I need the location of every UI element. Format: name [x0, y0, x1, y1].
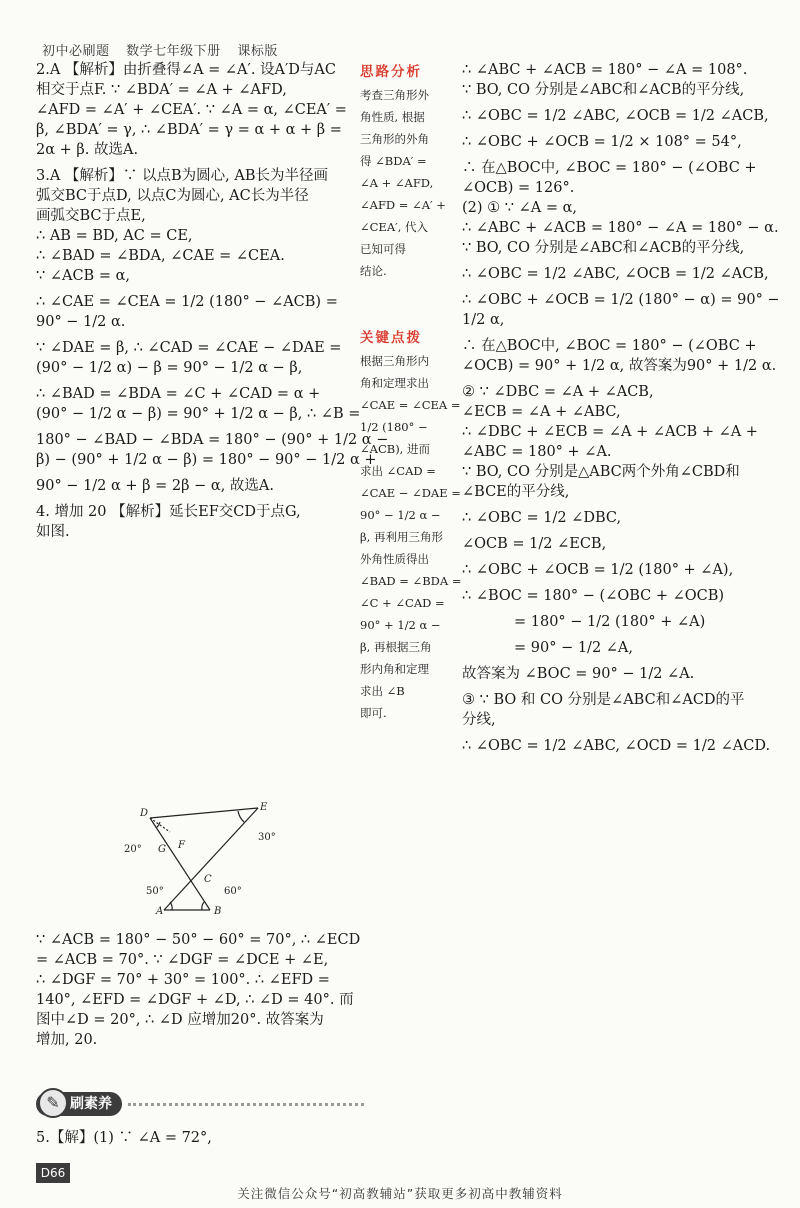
side-line: 求出 ∠B [360, 684, 405, 698]
side-line: 根据三角形内 [360, 354, 429, 368]
line-ea [164, 808, 258, 910]
text-line: ∴ ∠BAD = ∠BDA = ∠C + ∠CAD = α + [36, 386, 321, 402]
angle-a-label: 50° [146, 886, 164, 897]
text-line: (90° − 1/2 α) − β = 90° − 1/2 α − β, [36, 360, 303, 376]
section-banner [36, 1092, 366, 1118]
side-notes [360, 60, 462, 724]
angle-e-arc [238, 811, 244, 822]
text-line: ∠OCB = 1/2 ∠ECB, [462, 536, 607, 552]
text-line: 1/2 α, [462, 312, 505, 328]
text-line: ∴ ∠OBC = 1/2 ∠ABC, ∠OCB = 1/2 ∠ACB, [462, 266, 769, 282]
text-line: ∠ECB = ∠A + ∠ABC, [462, 404, 621, 420]
label-e: E [260, 802, 268, 813]
side-line: ∠BAD = ∠BDA = [360, 574, 462, 588]
text-line: ∴ ∠OBC + ∠OCB = 1/2 (180° + ∠A), [462, 562, 734, 578]
side-line: 三角形的外角 [360, 132, 429, 146]
side-line: ∠ACB), 进而 [360, 442, 430, 456]
text-line: 故答案为 ∠BOC = 90° − 1/2 ∠A. [462, 666, 695, 682]
side-title-analysis: 思路分析 [360, 64, 422, 80]
side-line: 形内角和定理 [360, 662, 429, 676]
angle-d-label: 20° [124, 844, 142, 855]
text-line: = ∠ACB = 70°. ∵ ∠DGF = ∠DCE + ∠E, [36, 952, 329, 968]
side-line: ∠AFD = ∠A′ + [360, 198, 446, 212]
text-line: ∵ BO, CO 分别是∠ABC和∠ACB的平分线, [462, 240, 745, 256]
angle-b-label: 60° [224, 886, 242, 897]
side-line: ∠A + ∠AFD, [360, 176, 434, 190]
text-line: ∴ ∠BAD = ∠BDA, ∠CAE = ∠CEA. [36, 248, 285, 264]
text-line: 5.【解】(1) ∵ ∠A = 72°, [36, 1130, 212, 1146]
side-line: ∠CAE − ∠DAE = [360, 486, 461, 500]
text-line: ∴ ∠DBC + ∠ECB = ∠A + ∠ACB + ∠A + [462, 424, 758, 440]
angle-e-label: 30° [258, 832, 276, 843]
subject-title: 数学七年级下册 [126, 44, 221, 59]
text-line: ∴ ∠CAE = ∠CEA = 1/2 (180° − ∠ACB) = [36, 294, 338, 310]
text-line: ∵ ∠ACB = 180° − 50° − 60° = 70°, ∴ ∠ECD [36, 932, 361, 948]
problem-5-start [36, 1128, 366, 1148]
side-line: 已知可得 [360, 242, 406, 256]
text-line: ∴ ∠ABC + ∠ACB = 180° − ∠A = 108°. [462, 62, 748, 78]
text-line: 90° − 1/2 α + β = 2β − α, 故选A. [36, 478, 274, 494]
text-line: ∵ BO, CO 分别是∠ABC和∠ACB的平分线, [462, 82, 745, 98]
text-line: 140°, ∠EFD = ∠DGF + ∠D, ∴ ∠D = 40°. 而 [36, 992, 354, 1008]
label-f: F [178, 840, 185, 851]
text-line: 画弧交BC于点E, [36, 208, 146, 224]
label-d: D [140, 808, 149, 819]
line-de [150, 808, 258, 818]
text-line: ∴ 在△BOC中, ∠BOC = 180° − (∠OBC + [462, 160, 757, 176]
text-line: ∠OCB) = 126°. [462, 180, 575, 196]
banner-pill: 刷素养 [36, 1092, 122, 1116]
side-line: 外角性质得出 [360, 552, 429, 566]
side-line: ∠CEA′, 代入 [360, 220, 429, 234]
text-line: ∴ 在△BOC中, ∠BOC = 180° − (∠OBC + [462, 338, 757, 354]
side-line: 90° − 1/2 α − [360, 508, 441, 522]
right-column [462, 60, 782, 756]
text-line: ∵ BO, CO 分别是△ABC两个外角∠CBD和 [462, 464, 740, 480]
label-a: A [156, 906, 164, 917]
side-line: ∠C + ∠CAD = [360, 596, 445, 610]
text-line: ③ ∵ BO 和 CO 分别是∠ABC和∠ACD的平 [462, 692, 745, 708]
text-line: 2.A 【解析】由折叠得∠A = ∠A′. 设A′D与AC [36, 62, 336, 78]
side-line: 即可. [360, 706, 387, 720]
text-line: ∴ ∠OBC = 1/2 ∠ABC, ∠OCB = 1/2 ∠ACB, [462, 108, 769, 124]
angle-b-arc [202, 902, 204, 910]
side-line: β, 再根据三角 [360, 640, 432, 654]
text-line: 180° − ∠BAD − ∠BDA = 180° − (90° + 1/2 α − [36, 432, 389, 448]
dotted-divider [128, 1103, 364, 1106]
text-line: ∠OCB) = 90° + 1/2 α, 故答案为90° + 1/2 α. [462, 358, 777, 374]
angle-a-arc [170, 902, 172, 910]
text-line: ② ∵ ∠DBC = ∠A + ∠ACB, [462, 384, 654, 400]
text-line: ∴ ∠DGF = 70° + 30° = 100°. ∴ ∠EFD = [36, 972, 330, 988]
text-line: 分线, [462, 712, 496, 728]
text-line: ∠AFD = ∠A′ + ∠CEA′. ∵ ∠A = α, ∠CEA′ = [36, 102, 347, 118]
line-fg [150, 818, 170, 832]
text-line: 相交于点F. ∵ ∠BDA′ = ∠A + ∠AFD, [36, 82, 287, 98]
text-line: 4. 增加 20 【解析】延长EF交CD于点G, [36, 504, 301, 520]
side-line: 90° + 1/2 α − [360, 618, 441, 632]
label-g: G [158, 844, 166, 855]
text-line: 弧交BC于点D, 以点C为圆心, AC长为半径 [36, 188, 309, 204]
footer-note: 关注微信公众号“初高教辅站”获取更多初高中教辅资料 [237, 1186, 563, 1201]
side-line: 考查三角形外 [360, 88, 429, 102]
text-line: ∴ ∠OBC + ∠OCB = 1/2 (180° − α) = 90° − [462, 292, 780, 308]
text-line: 2α + β. 故选A. [36, 142, 139, 158]
text-line: ∵ ∠DAE = β, ∴ ∠CAD = ∠CAE − ∠DAE = [36, 340, 342, 356]
left-column-bottom [36, 930, 366, 1050]
side-line: β, 再利用三角形 [360, 530, 443, 544]
side-line: 1/2 (180° − [360, 420, 428, 434]
side-line: 结论. [360, 264, 387, 278]
text-line: (90° − 1/2 α − β) = 90° + 1/2 α − β, ∴ ∠B = [36, 406, 361, 422]
text-line: ∴ ∠BOC = 180° − (∠OBC + ∠OCB) [462, 588, 725, 604]
text-line: ∠BCE的平分线, [462, 484, 570, 500]
pencil-icon: ✎ [38, 1088, 68, 1118]
book-title: 初中必刷题 [42, 44, 110, 59]
side-line: 角性质, 根据 [360, 110, 425, 124]
side-line: ∠CAE = ∠CEA = [360, 398, 461, 412]
text-line: (2) ① ∵ ∠A = α, [462, 200, 577, 216]
edition-label: 课标版 [237, 44, 278, 59]
running-header [42, 40, 278, 59]
text-line: 增加, 20. [36, 1032, 98, 1048]
geometry-figure [120, 802, 350, 920]
page-number: D66 [36, 1163, 70, 1183]
label-b: B [214, 906, 222, 917]
text-line: β) − (90° + 1/2 α − β) = 180° − 90° − 1/2 α + [36, 452, 377, 468]
text-line: 图中∠D = 20°, ∴ ∠D 应增加20°. 故答案为 [36, 1012, 324, 1028]
side-line: 求出 ∠CAD = [360, 464, 436, 478]
text-line: 3.A 【解析】∵ 以点B为圆心, AB长为半径画 [36, 168, 329, 184]
text-line: 如图. [36, 524, 70, 540]
text-line: 90° − 1/2 α. [36, 314, 126, 330]
text-line: ∴ ∠OBC = 1/2 ∠DBC, [462, 510, 622, 526]
label-c: C [204, 874, 212, 885]
text-line: ∴ ∠OBC + ∠OCB = 1/2 × 108° = 54°, [462, 134, 742, 150]
text-line: ∠ABC = 180° + ∠A. [462, 444, 612, 460]
text-line: ∴ ∠OBC = 1/2 ∠ABC, ∠OCD = 1/2 ∠ACD. [462, 738, 771, 754]
side-line: 角和定理求出 [360, 376, 429, 390]
text-line: ∵ ∠ACB = α, [36, 268, 130, 284]
side-line: 得 ∠BDA′ = [360, 154, 427, 168]
text-line: β, ∠BDA′ = γ, ∴ ∠BDA′ = γ = α + α + β = [36, 122, 342, 138]
side-title-keypoint: 关键点拨 [360, 330, 422, 346]
text-line: ∴ AB = BD, AC = CE, [36, 228, 193, 244]
text-line: = 180° − 1/2 (180° + ∠A) [514, 614, 706, 630]
text-line: ∴ ∠ABC + ∠ACB = 180° − ∠A = 180° − α. [462, 220, 779, 236]
text-line: = 90° − 1/2 ∠A, [514, 640, 634, 656]
